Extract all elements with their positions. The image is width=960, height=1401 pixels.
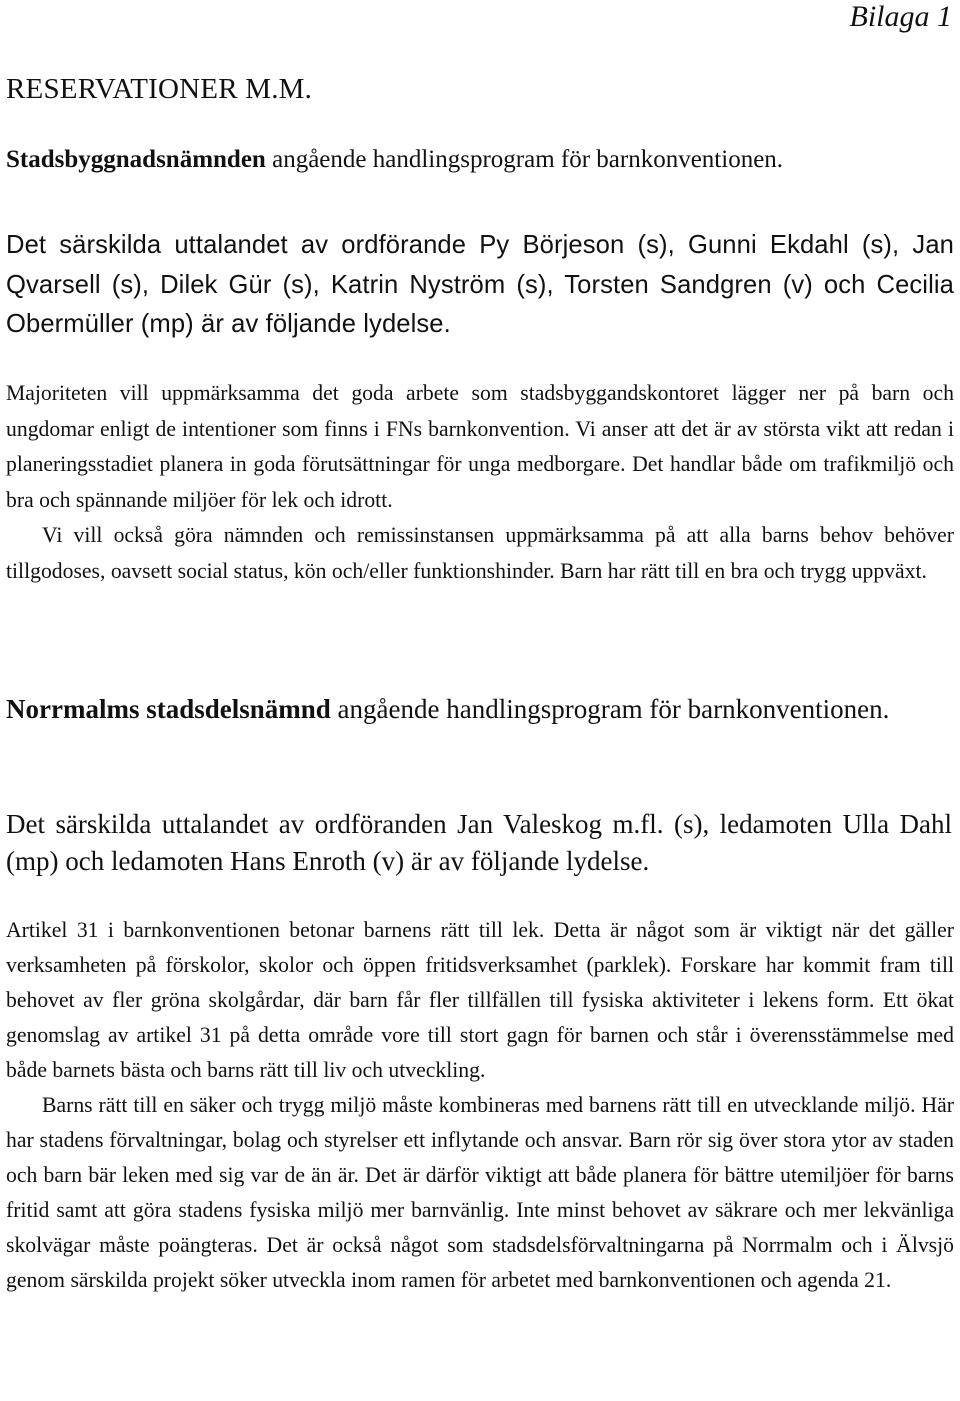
body-paragraph: Vi vill också göra nämnden och remissinstansen uppmärksamma på att alla barns behov behöver tillgodoses, oavsett social status, kön och/eller funktionshinder. Barn har rätt till en bra och trygg uppväxt. (6, 523, 954, 583)
committee-name: Stadsbyggnadsnämnden (6, 146, 266, 173)
statement-body (6, 913, 954, 1298)
heading-text: angående handlingsprogram för barnkonventionen. (265, 146, 784, 173)
body-paragraph: Artikel 31 i barnkonventionen betonar barnens rätt till lek. Detta är något som är viktigt när det gäller verksamheten på förskolor, skolor och öppen fritidsverksamhet (parklek). Forskare har kommit fram till behovet av fler gröna skolgårdar, där barn får fler tillfällen till fysiska aktiviteter i lekens form. Ett ökat genomslag av artikel 31 på detta område vore till stort gagn för barnen och står i överensstämmelse med både barnets bästa och barns rätt till liv och utveckling. (6, 918, 954, 1082)
statement-intro: Det särskilda uttalandet av ordföranden Jan Valeskog m.fl. (s), ledamoten Ulla Dahl (mp) och ledamoten Hans Enroth (v) är av följande lydelse. (6, 809, 952, 876)
statement-intro: Det särskilda uttalandet av ordförande Py Börjeson (s), Gunni Ekdahl (s), Jan Qvarsell (s), Dilek Gür (s), Katrin Nyström (s), Torsten Sandgren (v) och Cecilia Obermüller (mp) är av följande lydelse. (6, 231, 954, 338)
heading-text: angående handlingsprogram för barnkonventionen. (330, 694, 890, 724)
section-heading-norrmalm (6, 692, 952, 726)
annex-label: Bilaga 1 (849, 0, 952, 33)
committee-name: Norrmalms stadsdelsnämnd (6, 694, 331, 724)
statement-body (6, 376, 954, 589)
body-paragraph: Majoriteten vill uppmärksamma det goda arbete som stadsbyggandskontoret lägger ner på barn och ungdomar enligt de intentioner som finns i FNs barnkonvention. Vi anser att det är av största vikt att redan i planeringsstadiet planera in goda förutsättningar för unga medborgare. Det handlar både om trafikmiljö och bra och spännande miljöer för lek och idrott. (6, 381, 954, 512)
section-heading-stadsbyggnadsnamnden (6, 143, 952, 177)
body-paragraph: Barns rätt till en säker och trygg miljö måste kombineras med barnens rätt till en utvecklande miljö. Här har stadens förvaltningar, bolag och styrelser ett inflytande och ansvar. Barn rör sig över stora ytor av staden och barn bär leken med sig var de än är. Det är därför viktigt att både planera för bättre utemiljöer för barns fritid samt att göra stadens fysiska miljö mer barnvänlig. Inte minst behovet av säkrare och mer lekvänliga skolvägar måste poängteras. Det är också något som stadsdelsförvaltningarna på Norrmalm och i Älvsjö genom särskilda projekt söker utveckla inom ramen för arbetet med barnkonventionen och agenda 21. (6, 1093, 954, 1292)
document-title: RESERVATIONER M.M. (6, 73, 313, 105)
